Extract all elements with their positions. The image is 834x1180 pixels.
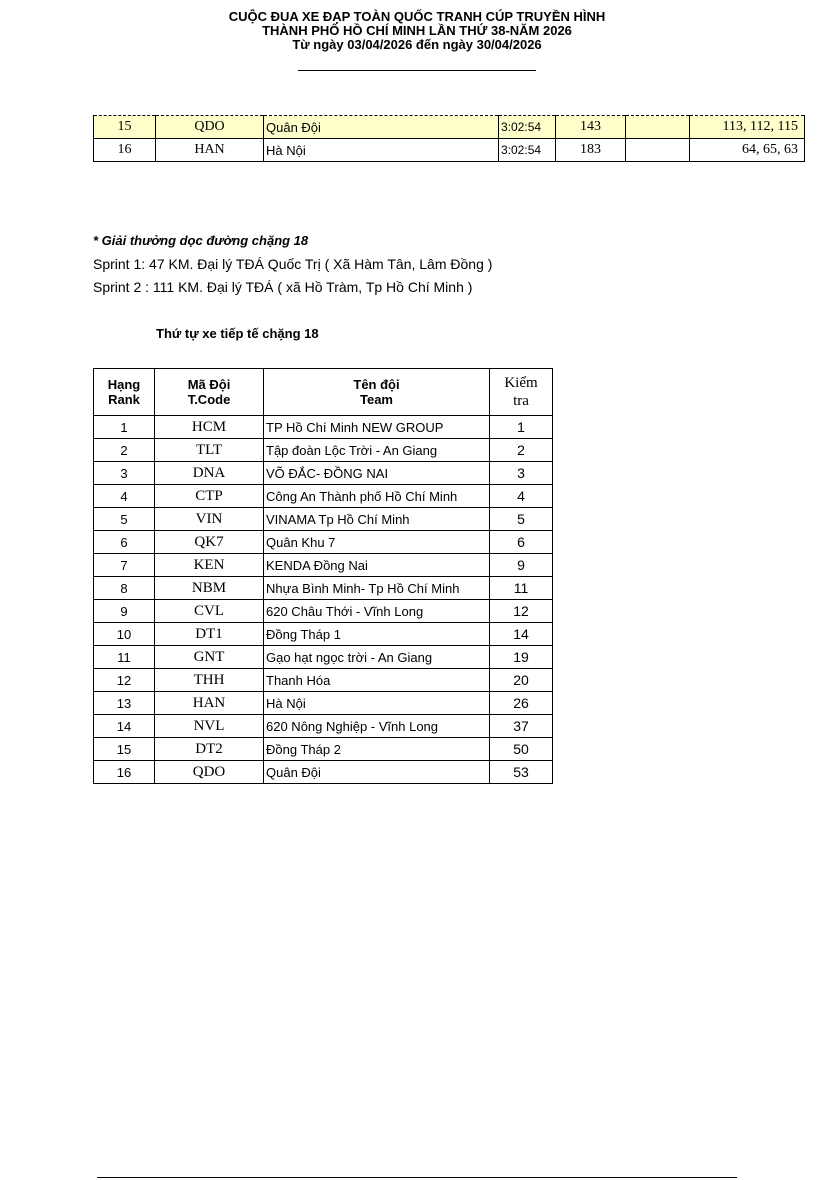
rank-cell: 11 <box>94 646 155 669</box>
rank-cell: 14 <box>94 715 155 738</box>
team-name-header-vi: Tên đội <box>353 377 400 392</box>
check-cell: 50 <box>490 738 553 761</box>
header-divider <box>298 70 536 71</box>
table-row <box>94 439 553 462</box>
rank-cell: 5 <box>94 508 155 531</box>
rank-cell: 4 <box>94 485 155 508</box>
team-code-cell: VIN <box>155 508 264 531</box>
team-code-cell: HAN <box>156 139 264 162</box>
support-car-order-rows <box>94 416 553 784</box>
team-code-cell: NBM <box>155 577 264 600</box>
team-name-cell: Tập đoàn Lộc Trời - An Giang <box>264 439 490 462</box>
team-name-cell: Quân Khu 7 <box>264 531 490 554</box>
team-name-cell: 620 Nông Nghiệp - Vĩnh Long <box>264 715 490 738</box>
check-cell: 53 <box>490 761 553 784</box>
table-row <box>94 715 553 738</box>
team-name-cell: Gạo hạt ngọc trời - An Giang <box>264 646 490 669</box>
rank-cell: 12 <box>94 669 155 692</box>
support-car-order-title: Thứ tự xe tiếp tế chặng 18 <box>156 326 319 341</box>
check-cell: 2 <box>490 439 553 462</box>
rank-cell: 15 <box>94 116 156 139</box>
rank-cell: 13 <box>94 692 155 715</box>
team-code-cell: QK7 <box>155 531 264 554</box>
table-row <box>94 139 805 162</box>
team-name-cell: KENDA Đồng Nai <box>264 554 490 577</box>
team-name-cell: Quân Đội <box>264 116 499 139</box>
check-cell: 19 <box>490 646 553 669</box>
points-cell: 183 <box>556 139 626 162</box>
team-name-cell: Quân Đội <box>264 761 490 784</box>
check-cell: 4 <box>490 485 553 508</box>
table-row <box>94 623 553 646</box>
check-cell: 26 <box>490 692 553 715</box>
rank-cell: 3 <box>94 462 155 485</box>
check-header-line-2: tra <box>513 393 529 409</box>
header-title-line-1: CUỘC ĐUA XE ĐẠP TOÀN QUỐC TRANH CÚP TRUYỀN HÌNH <box>228 9 606 24</box>
check-cell: 14 <box>490 623 553 646</box>
table-row <box>94 416 553 439</box>
time-cell: 3:02:54 <box>499 139 556 162</box>
rank-cell: 15 <box>94 738 155 761</box>
rank-header <box>94 369 155 416</box>
rank-cell: 9 <box>94 600 155 623</box>
sprint-1-text: Sprint 1: 47 KM. Đại lý TĐÁ Quốc Trị ( Xã Hàm Tân, Lâm Đồng ) <box>93 256 493 272</box>
check-cell: 9 <box>490 554 553 577</box>
check-cell: 3 <box>490 462 553 485</box>
team-code-cell: THH <box>155 669 264 692</box>
bib-numbers-cell: 113, 112, 115 <box>690 116 805 139</box>
rank-cell: 1 <box>94 416 155 439</box>
check-cell: 5 <box>490 508 553 531</box>
table-row <box>94 761 553 784</box>
check-cell: 1 <box>490 416 553 439</box>
bib-numbers-cell: 64, 65, 63 <box>690 139 805 162</box>
table-row <box>94 462 553 485</box>
header-date-range: Từ ngày 03/04/2026 đến ngày 30/04/2026 <box>292 37 542 52</box>
team-results-table <box>93 115 805 162</box>
table-row <box>94 738 553 761</box>
team-code-cell: DT1 <box>155 623 264 646</box>
team-name-cell: Nhựa Bình Minh- Tp Hồ Chí Minh <box>264 577 490 600</box>
team-code-header-vi: Mã Đội <box>187 377 231 392</box>
table-row <box>94 116 805 139</box>
team-name-cell: Hà Nội <box>264 139 499 162</box>
team-code-cell: NVL <box>155 715 264 738</box>
rank-header-en: Rank <box>108 392 140 407</box>
team-code-cell: HCM <box>155 416 264 439</box>
support-car-order-table <box>93 368 553 784</box>
rank-cell: 16 <box>94 761 155 784</box>
check-cell: 37 <box>490 715 553 738</box>
team-code-cell: GNT <box>155 646 264 669</box>
table-row <box>94 554 553 577</box>
header-title-line-2: THÀNH PHỐ HỒ CHÍ MINH LẦN THỨ 38-NĂM 2026 <box>262 23 572 38</box>
team-code-cell: QDO <box>156 116 264 139</box>
stage-awards-title: * Giải thưởng dọc đường chặng 18 <box>93 233 309 248</box>
time-cell: 3:02:54 <box>499 116 556 139</box>
table-row <box>94 600 553 623</box>
rank-cell: 7 <box>94 554 155 577</box>
rank-cell: 6 <box>94 531 155 554</box>
team-name-cell: Hà Nội <box>264 692 490 715</box>
team-name-cell: TP Hồ Chí Minh NEW GROUP <box>264 416 490 439</box>
table-row <box>94 508 553 531</box>
team-code-cell: TLT <box>155 439 264 462</box>
team-code-cell: QDO <box>155 761 264 784</box>
rank-cell: 8 <box>94 577 155 600</box>
team-code-cell: KEN <box>155 554 264 577</box>
team-code-header <box>155 369 264 416</box>
check-cell: 6 <box>490 531 553 554</box>
team-code-cell: DNA <box>155 462 264 485</box>
check-cell: 11 <box>490 577 553 600</box>
rank-header-vi: Hạng <box>107 377 141 392</box>
team-code-cell: CTP <box>155 485 264 508</box>
team-name-cell: 620 Châu Thới - Vĩnh Long <box>264 600 490 623</box>
check-cell: 20 <box>490 669 553 692</box>
sprint-2-text: Sprint 2 : 111 KM. Đại lý TĐÁ ( xã Hồ Tràm, Tp Hồ Chí Minh ) <box>93 279 473 295</box>
table-row <box>94 669 553 692</box>
team-name-cell: Đồng Tháp 2 <box>264 738 490 761</box>
table-row <box>94 692 553 715</box>
document-header <box>0 10 834 52</box>
rank-cell: 2 <box>94 439 155 462</box>
team-name-cell: VÕ ĐẮC- ĐỒNG NAI <box>264 462 490 485</box>
team-name-header <box>264 369 490 416</box>
points-cell: 143 <box>556 116 626 139</box>
table-row <box>94 485 553 508</box>
check-cell: 12 <box>490 600 553 623</box>
check-header-line-1: Kiểm <box>504 375 538 391</box>
team-code-cell: CVL <box>155 600 264 623</box>
team-code-cell: DT2 <box>155 738 264 761</box>
extra-cell <box>626 116 690 139</box>
team-name-header-en: Team <box>360 392 393 407</box>
check-header <box>490 369 553 416</box>
team-name-cell: VINAMA Tp Hồ Chí Minh <box>264 508 490 531</box>
table-header-row <box>94 369 553 416</box>
team-name-cell: Thanh Hóa <box>264 669 490 692</box>
team-code-header-en: T.Code <box>187 392 231 407</box>
team-name-cell: Công An Thành phố Hồ Chí Minh <box>264 485 490 508</box>
table-row <box>94 577 553 600</box>
team-code-cell: HAN <box>155 692 264 715</box>
table-row <box>94 531 553 554</box>
team-name-cell: Đồng Tháp 1 <box>264 623 490 646</box>
extra-cell <box>626 139 690 162</box>
table-row <box>94 646 553 669</box>
rank-cell: 10 <box>94 623 155 646</box>
footer-divider <box>97 1177 737 1178</box>
rank-cell: 16 <box>94 139 156 162</box>
